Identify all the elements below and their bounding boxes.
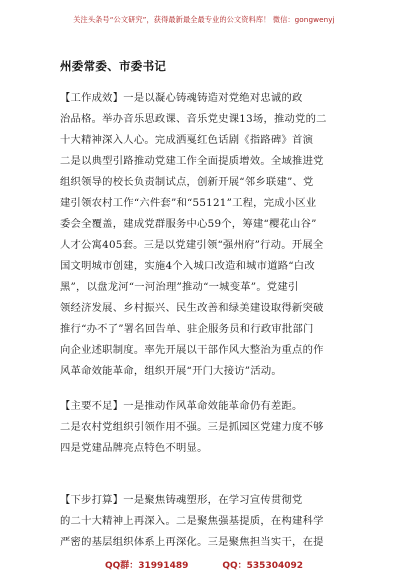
text-line: 领经济发展、乡村振兴、民生改善和绿美建设取得新突破 — [60, 302, 324, 314]
text-line: 治品格。举办音乐思政课、音乐党史课13场，推动党的二 — [60, 113, 327, 125]
text-line: 国文明城市创建，实施4个入城口改造和城市道路“白改 — [60, 260, 315, 272]
text-line: 向企业述职制度。率先开展以干部作风大整治为重点的作 — [60, 344, 324, 356]
text-line: 黑”，以盘龙河“一河治理”推动“一城变革”。党建引 — [60, 281, 299, 293]
text-line: 严密的基层组织体系上再深化。三是聚焦担当实干，在提 — [60, 536, 324, 548]
text-line: 【工作成效】一是以凝心铸魂铸造对党绝对忠诚的政 — [60, 92, 303, 104]
footer-qq-contact: QQ：535304092 — [222, 561, 304, 571]
text-line: 风革命效能革命，组织开展“开门大接访”活动。 — [60, 365, 282, 377]
top-promo-banner: 关注头条号“公文研究”，获得最新最全最专业的公文资料库！ 微信：gongwenyj — [73, 15, 335, 24]
text-line: 建引领农村工作“六件套”和“55121”工程，完成小区业 — [60, 197, 317, 209]
footer-qq-group: QQ群：31991489 — [104, 561, 189, 571]
text-line: 二是农村党组织引领作用不强。三是抓园区党建力度不够 — [60, 421, 324, 433]
text-line: 人才公寓405套。三是以党建引领“强州府”行动。开展全 — [60, 239, 324, 251]
text-line: 二是以典型引路推动党建工作全面提质增效。全域推进党 — [60, 155, 324, 167]
text-line: 四是党建品牌亮点特色不明显。 — [60, 442, 208, 454]
section-heading: 州委常委、市委书记 — [60, 59, 167, 73]
footer-contact-bar — [0, 558, 408, 571]
text-line: 【下步打算】一是聚焦铸魂塑形，在学习宣传贯彻党 — [60, 494, 303, 506]
paragraph-main-shortcomings — [60, 396, 349, 459]
text-line: 组织领导的校长负责制试点，创新开展“邻乡联建”、党 — [60, 176, 314, 188]
text-line: 委会全覆盖，建成党群服务中心59个，筹建“樱花山谷” — [60, 218, 317, 230]
text-line: 推行“办不了”署名回告单、驻企服务员和行政审批部门 — [60, 323, 314, 335]
text-line: 十大精神深入人心。完成洒戛红色话剧《指路碑》首演 — [60, 134, 314, 146]
paragraph-work-results — [60, 88, 349, 382]
text-line: 的二十大精神上再深入。二是聚焦强基提质，在构建科学 — [60, 515, 324, 527]
paragraph-next-plans — [60, 490, 349, 553]
text-line: 【主要不足】一是推动作风革命效能革命仍有差距。 — [60, 400, 303, 412]
